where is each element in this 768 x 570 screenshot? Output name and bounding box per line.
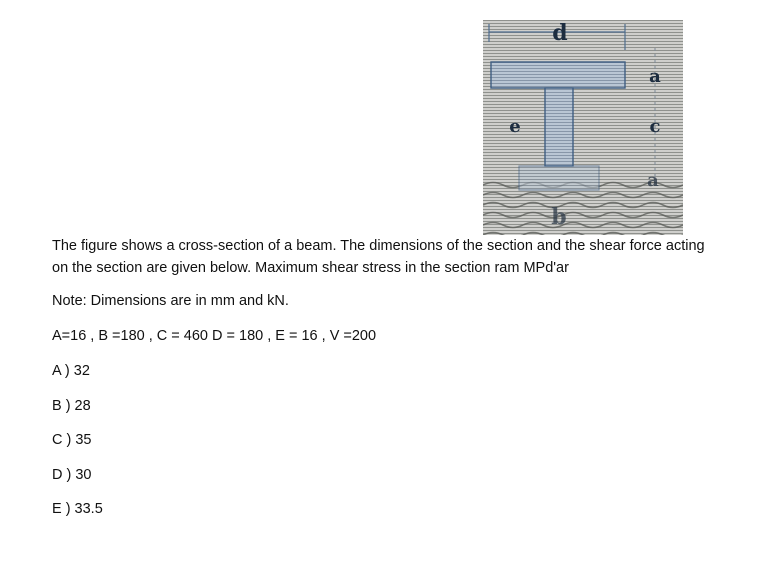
label-a-bottom: a	[647, 170, 659, 191]
web	[545, 88, 573, 166]
question-text	[52, 235, 752, 279]
option-a: A ) 32	[52, 363, 90, 379]
option-b: B ) 28	[52, 398, 91, 414]
given-values: A=16 , B =180 , C = 460 D = 180 , E = 16 , V =200	[52, 328, 377, 344]
note-text: Note: Dimensions are in mm and kN.	[52, 293, 289, 309]
option-d: D ) 30	[52, 467, 92, 483]
option-e: E ) 33.5	[52, 501, 103, 517]
beam-cross-section-figure	[483, 20, 683, 235]
bottom-flange	[519, 166, 599, 190]
label-c: c	[649, 116, 661, 137]
top-flange	[491, 62, 625, 88]
label-e: e	[509, 116, 521, 137]
option-c: C ) 35	[52, 432, 92, 448]
label-b: b	[551, 204, 567, 230]
label-d: d	[552, 20, 568, 46]
beam-section-drawing	[483, 20, 683, 235]
label-a-top: a	[649, 66, 661, 87]
question-line-1: The figure shows a cross-section of a beam. The dimensions of the section and the shear force acting	[52, 238, 705, 254]
question-line-2: on the section are given below. Maximum shear stress in the section ram MPd'ar	[52, 260, 569, 276]
